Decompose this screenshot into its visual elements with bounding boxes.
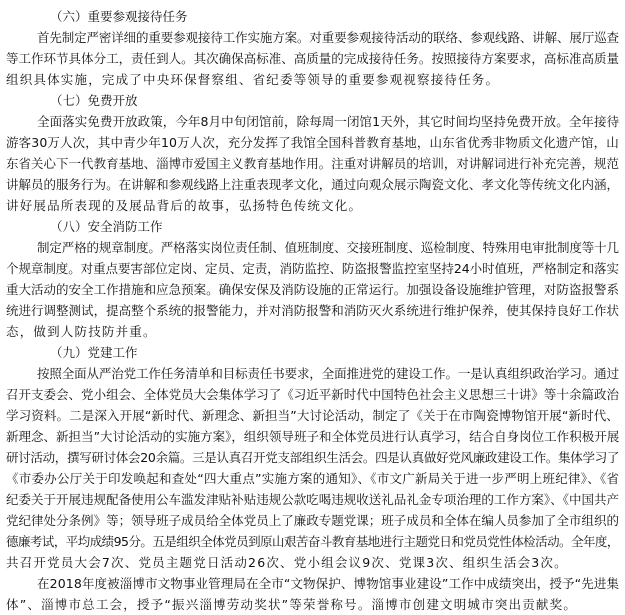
text-line: 首先制定严密详细的重要参观接待工作实施方案。对重要参观接待活动的联络、参观线路、讲解、展厅巡查	[37, 30, 619, 45]
text-line: 组织具体实施，完成了中央环保督察组、省纪委等领导的重要参观视察接待任务。	[6, 72, 500, 87]
text-line: 游客30万人次，其中青少年10万人次，充分发挥了我馆全国科普教育基地，山东省优秀非物质文化遗产馆，山	[6, 135, 619, 150]
paragraph-important-reception	[6, 27, 619, 90]
text-line: 东省关心下一代教育基地、淄博市爱国主义教育基地作用。注重对讲解员的培训，对讲解词进行补充完善，规范	[6, 156, 619, 171]
paragraph-free-opening	[6, 111, 619, 216]
text-line: 在2018年度被淄博市文物事业管理局在全市“文物保护、博物馆事业建设”工作中成绩突出，授予“先进集	[37, 576, 619, 591]
text-line: 全面落实免费开放政策，今年8月中旬闭馆前，除每周一闭馆1天外，其它时间均坚持免费开放。全年接待	[37, 114, 619, 129]
text-line: 个规章制度。对重点要害部位定岗、定员、定责，消防监控、防盗报警监控室坚持24小时值班，严格制定和落实	[6, 261, 619, 276]
text-line: 召开支委会、党小组会、全体党员大会集体学习了《习近平新时代中国特色社会主义思想三十讲》等十余篇政治	[6, 387, 619, 402]
text-line: 党纪律处分条例》等；领导班子成员给全体党员上了廉政专题党课；班子成员和全体在编人员参加了全市组织的	[6, 513, 619, 528]
text-line: 德廉考试，平均成绩95分。五是组织全体党员到原山艰苦奋斗教育基地进行主题党日和党员党性体检活动。全年度，	[6, 534, 619, 549]
text-line: 《市委办公厅关于印发唤起和查处“四大重点”实施方案的通知》、《市文广新局关于进一步严明上班纪律》、《省	[6, 471, 619, 486]
text-line: 讲解员的服务行为。在讲解和参观线路上注重表现孝文化，通过向观众展示陶瓷文化、孝文化等传统文化内涵，	[6, 177, 619, 192]
text-line: 学习资料。二是深入开展“新时代、新理念、新担当”大讨论活动，制定了《关于在市陶瓷博物馆开展“新时代、	[6, 408, 619, 423]
text-line: 等工作环节具体分工，责任到人。其次确保高标准、高质量的完成接待任务。按照接待方案要求，高标准高质量	[6, 51, 619, 66]
text-line: 统进行调整测试，提高整个系统的报警能力，并对消防报警和消防灭火系统进行维护保养，使其保持良好工作状	[6, 303, 619, 318]
text-line: 纪委关于开展违规配备使用公车滥发津贴补贴违规公款吃喝违规收送礼品礼金专项治理的工作方案》、《中国共产	[6, 492, 619, 507]
paragraph-party-building	[6, 363, 619, 615]
text-line: 重大活动的安全工作措施和应急预案。确保安保及消防设施的正常运行。加强设备设施维护管理，对防盗报警系	[6, 282, 619, 297]
section-heading-party-building: （九）党建工作	[50, 345, 138, 360]
section-heading-safety-fire: （八）安全消防工作	[50, 219, 163, 234]
section-heading-important-reception: （六）重要参观接待任务	[50, 9, 188, 24]
text-line: 研讨活动，撰写研讨体会20余篇。三是认真召开党支部组织生活会。四是认真做好党风廉政建设工作。集体学习了	[6, 450, 619, 465]
section-heading-free-opening: （七）免费开放	[50, 93, 138, 108]
text-line: 共召开党员大会7次、党员主题党日活动26次、党小组会议9次、党课3次、组织生活会3次。	[6, 555, 568, 570]
paragraph-safety-fire	[6, 237, 619, 342]
text-line: 新理念、新担当”大讨论活动的实施方案》，组织领导班子和全体党员进行认真学习，结合自身岗位工作积极开展	[6, 429, 619, 444]
text-line: 态，做到人防技防并重。	[6, 324, 157, 339]
text-line: 体”、淄博市总工会，授予“振兴淄博劳动奖状”等荣誉称号。淄博市创建文明城市突出贡献奖。	[6, 597, 578, 612]
text-line: 制定严格的规章制度。严格落实岗位责任制、值班制度、交接班制度、巡检制度、特殊用电审批制度等十几	[37, 240, 619, 255]
text-line: 讲好展品所表现的及展品背后的故事，弘扬特色传统文化。	[6, 198, 363, 213]
text-line: 按照全面从严治党工作任务清单和目标责任书要求，全面推进党的建设工作。一是认真组织政治学习。通过	[37, 366, 619, 381]
